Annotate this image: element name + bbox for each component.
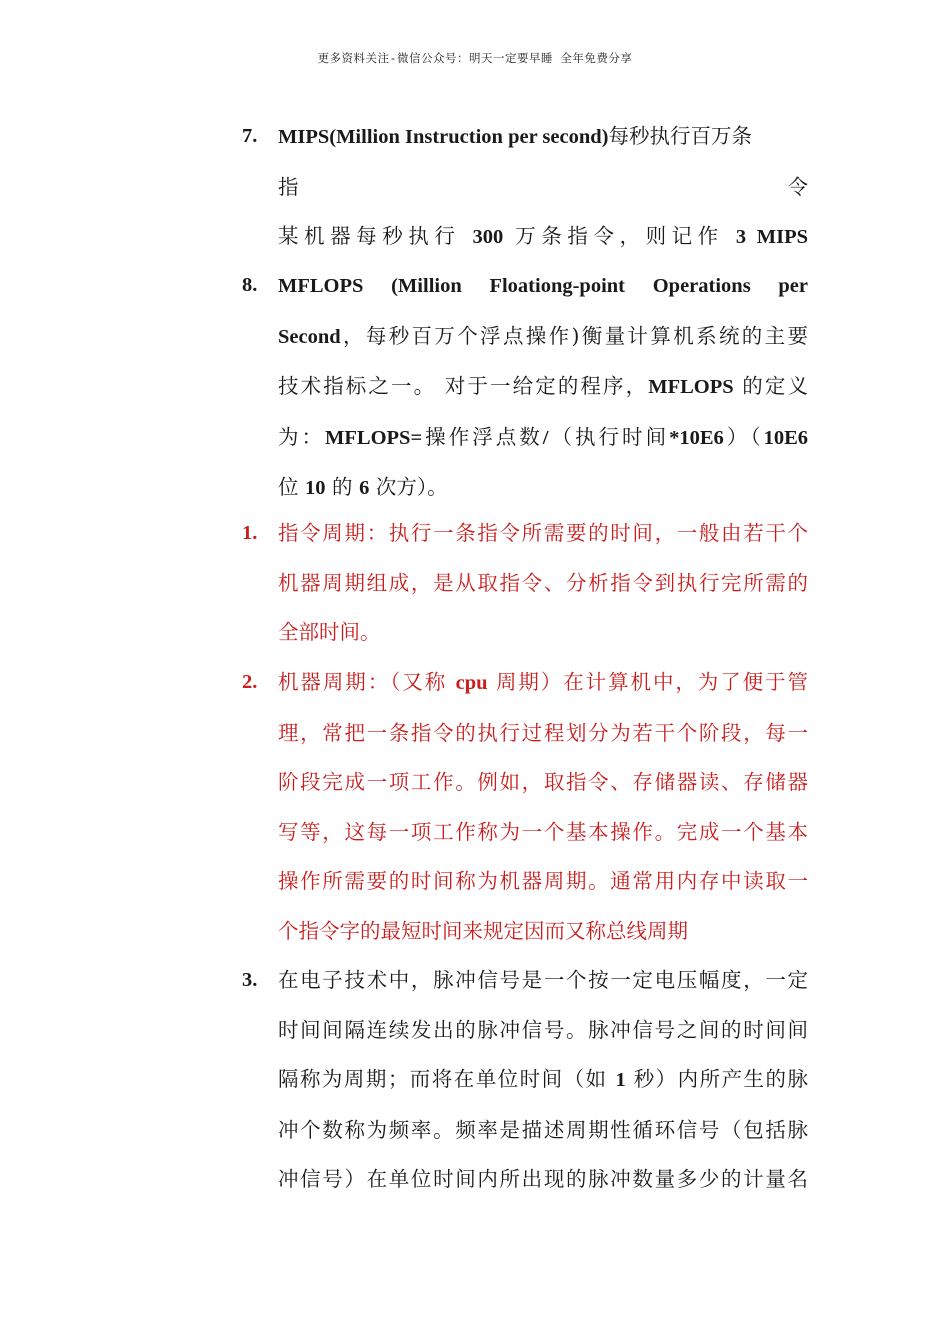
- bold-run: /: [542, 426, 549, 449]
- text-line: [278, 509, 808, 559]
- list-item-instruction-cycle: [242, 509, 808, 658]
- item-body: [278, 658, 808, 957]
- text-line: [278, 1106, 808, 1156]
- bold-run: 6: [359, 477, 370, 500]
- list-item-pulse-frequency: [242, 956, 808, 1205]
- text-line: [278, 1155, 808, 1205]
- bold-run: 10E6: [763, 426, 809, 449]
- text-run: 的定义: [733, 374, 808, 399]
- item-body: [278, 112, 808, 263]
- bold-run: 1: [615, 1069, 626, 1092]
- text-run: 时间间隔连续发出的脉冲信号。脉冲信号之间的时间间: [278, 1017, 808, 1042]
- text-line: [278, 658, 808, 709]
- text-run: 阶段完成一项工作。例如，取指令、存储器读、存储器: [278, 770, 808, 795]
- item-body: [278, 509, 808, 658]
- text-line: [278, 1055, 808, 1106]
- text-line: [278, 463, 808, 514]
- text-line: [278, 362, 808, 413]
- text-line: [278, 1006, 808, 1056]
- list-item-mflops: [242, 261, 808, 514]
- bold-run: MIPS(Million Instruction per second): [278, 126, 609, 148]
- item-number: 8.: [242, 274, 258, 296]
- list-item-mips: [242, 112, 808, 263]
- text-run: 秒）内所产生的脉: [625, 1067, 808, 1092]
- text-run: 理，常把一条指令的执行过程划分为若干个阶段，每一: [278, 720, 808, 745]
- bold-run: cpu: [455, 672, 488, 694]
- bold-run: MFLOPS (Million Floationg-point Operations per: [278, 275, 808, 297]
- text-run: 冲信号）在单位时间内所出现的脉冲数量多少的计量名: [278, 1167, 808, 1192]
- text-run: 个指令字的最短时间来规定因而又称总线周期: [278, 918, 688, 943]
- text-run: 万条指令，则记作: [503, 224, 736, 249]
- text-line: [278, 312, 808, 363]
- text-line: [278, 261, 808, 312]
- text-run: 的: [325, 475, 360, 500]
- item-body: [278, 261, 808, 514]
- text-run: 指令周期：执行一条指令所需要的时间，一般由若干个: [278, 521, 808, 545]
- text-line: [278, 608, 808, 658]
- text-run: 写等，这每一项工作称为一个基本操作。完成一个基本: [278, 819, 808, 844]
- text-line: [278, 956, 808, 1006]
- text-run: 全部时间。: [278, 620, 381, 645]
- text-run: 某机器每秒执行: [278, 224, 473, 249]
- text-line: [278, 112, 808, 163]
- text-line: [278, 857, 808, 907]
- text-line: [278, 907, 808, 957]
- text-run: 技术指标之一。 对于一给定的程序，: [278, 374, 649, 399]
- item-number: 1.: [242, 522, 258, 544]
- text-run: 周期）在计算机中，为了便于管: [487, 670, 808, 694]
- text-line: [278, 163, 808, 213]
- text-run: 隔称为周期；而将在单位时间（如: [278, 1067, 616, 1092]
- item-number: 3.: [242, 969, 258, 991]
- text-run: ）（: [723, 424, 764, 449]
- text-run: 位: [278, 475, 306, 500]
- text-run: （执行时间: [548, 424, 670, 449]
- text-run: 操作所需要的时间称为机器周期。通常用内存中读取一: [278, 869, 808, 894]
- text-line: [278, 559, 808, 609]
- text-run: 次方）。: [369, 475, 448, 500]
- text-run: 在电子技术中，脉冲信号是一个按一定电压幅度，一定: [278, 968, 808, 992]
- bold-run: 300: [472, 226, 504, 249]
- bold-run: Second: [278, 325, 341, 348]
- text-run: 为：: [278, 424, 326, 449]
- text-run: ，每秒百万个浮点操作)衡量计算机系统的主要: [340, 323, 808, 348]
- bold-run: 10: [305, 477, 326, 500]
- text-run: 冲个数称为频率。频率是描述周期性循环信号（包括脉: [278, 1117, 808, 1142]
- text-line: [278, 212, 808, 263]
- text-run: 操作浮点数: [422, 424, 543, 449]
- bold-run: MFLOPS=: [325, 426, 423, 449]
- bold-run: *10E6: [669, 426, 724, 449]
- list-item-machine-cycle: [242, 658, 808, 957]
- text-run: 机器周期：（又称: [278, 670, 456, 694]
- item-number: 2.: [242, 671, 258, 693]
- text-run: 机器周期组成，是从取指令、分析指令到执行完所需的: [278, 570, 808, 595]
- bold-run: 3 MIPS: [735, 226, 808, 249]
- text-line: [278, 709, 808, 759]
- page-header: 更多资料关注-微信公众号：明天一定要早睡 全年免费分享: [317, 51, 633, 65]
- bold-run: MFLOPS: [648, 376, 734, 399]
- text-line: [278, 413, 808, 464]
- item-number: 7.: [242, 125, 258, 147]
- text-run: 每秒执行百万条: [608, 124, 752, 148]
- text-line: [278, 758, 808, 808]
- item-body: [278, 956, 808, 1205]
- text-run: 指令: [278, 174, 808, 199]
- text-line: [278, 808, 808, 858]
